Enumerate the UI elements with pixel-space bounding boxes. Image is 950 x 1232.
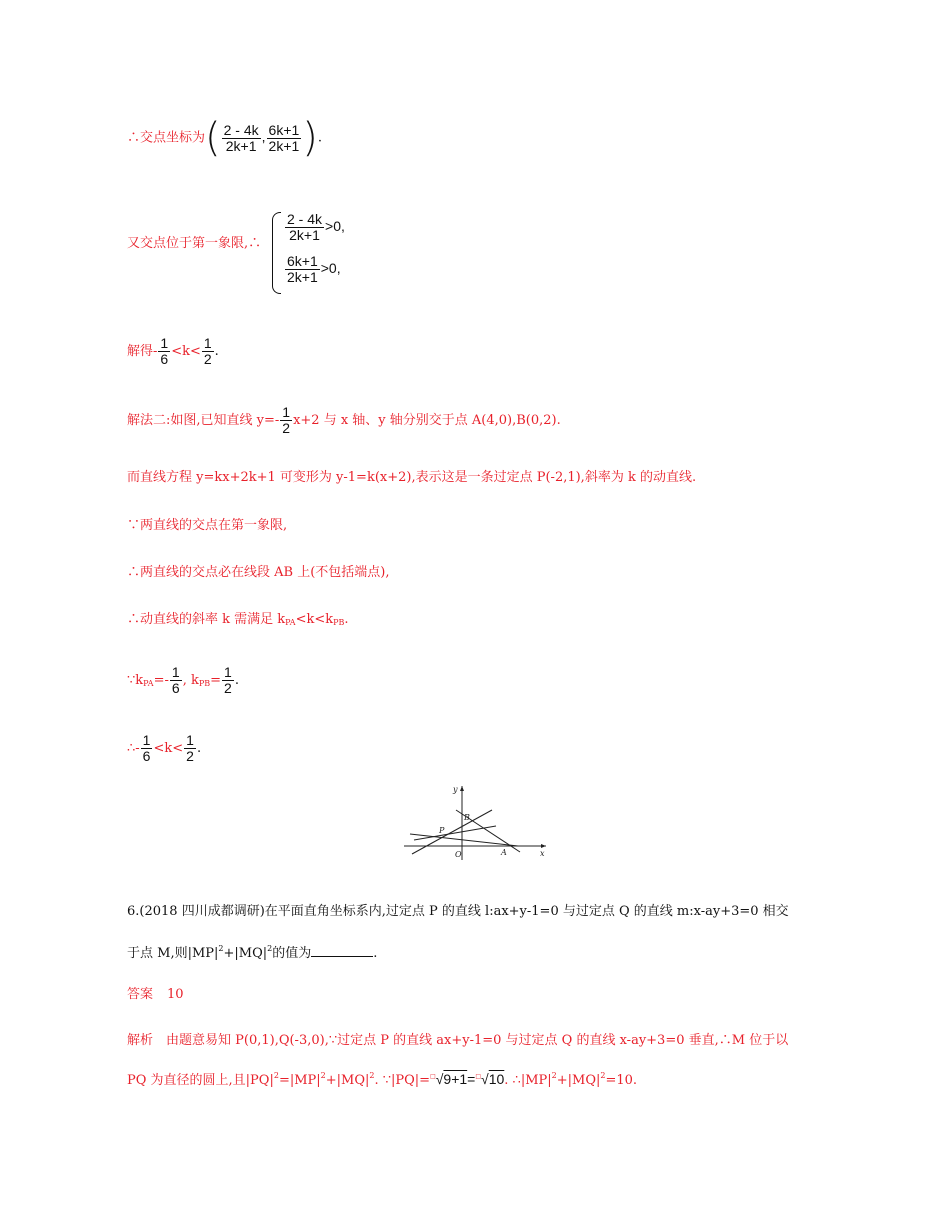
subscript: PB <box>333 618 345 627</box>
radicand: 10 <box>488 1071 505 1087</box>
slope-values-line <box>127 665 239 696</box>
text: ∴- <box>127 741 140 756</box>
solution-line <box>127 336 219 367</box>
equals: = <box>467 1071 476 1087</box>
denominator: 2k+1 <box>289 227 320 243</box>
because-text: ∵两直线的交点在第一象限, <box>127 518 288 533</box>
x-label: x <box>540 849 545 858</box>
numerator: 1 <box>203 335 212 351</box>
text: <k< <box>171 344 201 359</box>
text: 又交点位于第一象限,∴ <box>127 236 262 251</box>
period: . <box>373 946 378 961</box>
text: ∵k <box>127 673 144 688</box>
denominator: 2k+1 <box>287 269 318 285</box>
text: =- <box>153 673 169 688</box>
text: . ∵|PQ|= <box>374 1073 431 1088</box>
fraction <box>184 733 196 764</box>
text: ∴动直线的斜率 k 需满足 k <box>127 612 286 627</box>
quadrant-line <box>127 236 261 252</box>
radical-sign: √ <box>481 1071 489 1087</box>
right-paren: ) <box>302 115 318 161</box>
superscript: 2 <box>551 1071 557 1080</box>
period: . <box>344 612 349 627</box>
text: PQ 为直径的圆上,且|PQ| <box>127 1073 274 1088</box>
denominator: 2 <box>186 748 194 764</box>
text: =10. <box>605 1073 638 1088</box>
answer-label: 答案 <box>127 987 154 1002</box>
numerator: 6k+1 <box>268 121 300 138</box>
denominator: 2k+1 <box>225 137 257 154</box>
inequality: >0, <box>320 260 341 277</box>
inequality: >0, <box>325 218 345 235</box>
text: +|MQ| <box>223 946 268 961</box>
moving-line-2 <box>412 810 492 854</box>
point-a-label: A <box>501 848 507 857</box>
comma: , <box>261 128 266 145</box>
x-axis-arrow <box>541 844 546 848</box>
y-label: y <box>453 785 458 794</box>
answer-line <box>127 987 184 1003</box>
system-row-1 <box>284 212 345 243</box>
text: x+2 与 x 轴、y 轴分别交于点 A(4,0),B(0,2). <box>293 413 561 428</box>
coordinate-figure <box>400 780 550 862</box>
superscript: 2 <box>369 1071 375 1080</box>
superscript: 2 <box>600 1071 606 1080</box>
origin-label: O <box>455 850 462 859</box>
subscript: PA <box>143 679 154 688</box>
period: . <box>196 741 202 756</box>
analysis-line-2 <box>127 1068 637 1089</box>
line-equation-text: 而直线方程 y=kx+2k+1 可变形为 y-1=k(x+2),表示这是一条过定点 P(-2,1),斜率为 k 的动直线. <box>127 470 697 485</box>
superscript: 2 <box>218 944 224 953</box>
radicand: 9+1 <box>443 1071 468 1087</box>
period: . <box>214 344 219 359</box>
method-two-line <box>127 405 561 436</box>
fraction <box>285 212 324 243</box>
subscript: PB <box>198 679 211 688</box>
denominator: 6 <box>142 748 151 764</box>
intersection-line <box>127 115 323 161</box>
fraction <box>285 254 320 285</box>
fraction <box>202 336 214 367</box>
numerator: 1 <box>282 404 291 420</box>
fraction <box>267 123 302 154</box>
denominator: 2 <box>282 420 291 436</box>
fraction <box>170 665 182 696</box>
numerator: 1 <box>171 664 180 680</box>
text: 解得- <box>127 344 158 359</box>
denominator: 6 <box>171 680 180 696</box>
text: , k <box>182 673 199 688</box>
question-6-line-1: 6.(2018 四川成都调研)在平面直角坐标系内,过定点 P 的直线 l:ax+y-1=0 与过定点 Q 的直线 m:x-ay+3=0 相交 <box>127 904 789 919</box>
text: . ∴|MP| <box>504 1073 552 1088</box>
system-brace <box>272 212 281 294</box>
numerator: 1 <box>160 335 169 351</box>
root-index: □ <box>475 1073 482 1080</box>
text: ∴交点坐标为 <box>127 130 206 146</box>
text: 于点 M,则|MP| <box>127 946 219 961</box>
fraction <box>222 665 234 696</box>
point-b-label: B <box>464 813 470 822</box>
point-p-label: P <box>439 826 445 835</box>
text: +|MQ| <box>556 1073 601 1088</box>
superscript: 2 <box>320 1071 326 1080</box>
system-row-2 <box>284 254 341 285</box>
fraction <box>280 405 292 436</box>
numerator: 2 - 4k <box>287 211 323 227</box>
left-paren: ( <box>205 115 221 161</box>
text: <k<k <box>295 612 334 627</box>
text: 解法二:如图,已知直线 y=- <box>127 413 280 428</box>
period: . <box>234 673 239 688</box>
text: +|MQ| <box>325 1073 370 1088</box>
numerator: 1 <box>224 664 232 680</box>
fraction <box>158 336 170 367</box>
superscript: 2 <box>267 944 273 953</box>
numerator: 1 <box>186 732 194 748</box>
radical-sign: √ <box>435 1071 444 1087</box>
question-6-line-2 <box>127 941 377 962</box>
subscript: PA <box>285 618 296 627</box>
period: . <box>317 130 323 146</box>
conclusion-line <box>127 733 201 764</box>
y-axis-arrow <box>460 786 464 791</box>
text: =|MP| <box>278 1073 321 1088</box>
text: <k< <box>153 741 184 756</box>
text: = <box>210 673 222 688</box>
text: 的值为 <box>272 946 312 961</box>
analysis-line-1: 解析 由题意易知 P(0,1),Q(-3,0),∵过定点 P 的直线 ax+y-1=0 与过定点 Q 的直线 x-ay+3=0 垂直,∴M 位于以 <box>127 1033 789 1048</box>
denominator: 2k+1 <box>268 137 300 154</box>
moving-line-3 <box>414 826 496 840</box>
answer-blank <box>311 946 373 957</box>
root-index: □ <box>430 1073 436 1080</box>
superscript: 2 <box>273 1071 279 1080</box>
denominator: 2 <box>203 351 212 367</box>
fraction <box>141 733 153 764</box>
fraction <box>222 123 261 154</box>
denominator: 2 <box>224 680 232 696</box>
slope-condition-line <box>127 612 349 631</box>
therefore-text: ∴两直线的交点必在线段 AB 上(不包括端点), <box>127 565 390 580</box>
numerator: 2 - 4k <box>223 121 259 138</box>
numerator: 6k+1 <box>287 253 318 269</box>
answer-value: 10 <box>167 987 184 1002</box>
denominator: 6 <box>160 351 169 367</box>
numerator: 1 <box>142 732 151 748</box>
